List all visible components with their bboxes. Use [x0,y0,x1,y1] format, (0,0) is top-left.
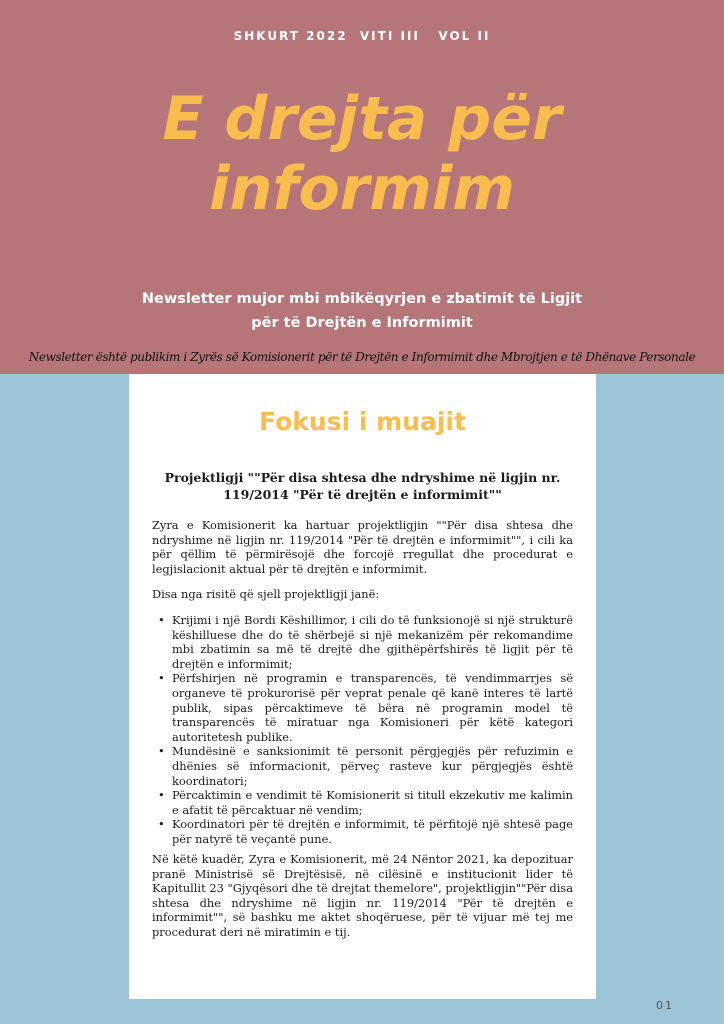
article-title-line-1: Projektligji ""Për disa shtesa dhe ndryshime në ligjin nr. [164,470,561,485]
title-line-1: E drejta për [162,84,562,154]
list-item: • Mundësinë e sanksionimit të personit përgjegjës për refuzimin e dhënies së informacionit, përveç rasteve kur përgjegjës është koordinatori; [172,744,573,788]
list-item: • Krijimi i një Bordi Këshillimor, i cili do të funksionojë si një strukturë këshilluese dhe do të shërbejë si një mekanizëm për rekomandime mbi zbatimin sa më të drejtë dhe gjithëpërfshirës të ligjit për të drejtën e informimit; [172,613,573,671]
list-item: • Përfshirjen në programin e transparencës, të vendimmarrjes së organeve të prokurorisë për veprat penale që kanë interes të lartë publik, sipas përcaktimeve të bëra në programin model të transparencës të miratuar nga Komisioneri për këtë kategori autoritetesh publike. [172,671,573,744]
section-title: Fokusi i muajit [259,407,466,436]
title-line-2: informim [209,154,515,224]
closing-paragraph: Në këtë kuadër, Zyra e Komisionerit, më 24 Nëntor 2021, ka depozituar pranë Ministrisë së Drejtësisë, në cilësinë e institucionit lider të Kapitullit 23 "Gjyqësori dhe të drejtat themelore", projektligjin""Për disa shtesa dhe ndryshime në ligjin nr. 119/2014 "Për të drejtën e informimit"", së bashku me aktet shoqëruese, për të vijuar më tej me procedurat deri në miratimin e tij. [152,852,573,939]
page-number: 01 [656,999,674,1012]
publisher-note: Newsletter është publikim i Zyrës së Komisionerit për të Drejtën e Informimit dhe Mbrojtjen e të Dhënave Personale [28,350,696,364]
issue-line: SHKURT 2022 VITI III VOL II [233,29,491,43]
subtitle-line-2: për të Drejtën e Informimit [251,315,473,331]
novelties-list [172,613,573,847]
intro-paragraph: Zyra e Komisionerit ka hartuar projektligjin ""Për disa shtesa dhe ndryshime në ligjin nr. 119/2014 "Për të drejtën e informimit"", i cili ka për qëllim të përmirësojë dhe forcojë rregullat dhe procedurat e legjislacionit aktual për të drejtën e informimit. [152,518,573,576]
subtitle-line-1: Newsletter mujor mbi mbikëqyrjen e zbatimit të Ligjit [141,291,583,307]
lead-paragraph: Disa nga risitë që sjell projektligji janë: [152,587,380,601]
article-title-line-2: 119/2014 "Për të drejtën e informimit"" [223,487,502,502]
list-item: • Përcaktimin e vendimit të Komisionerit si titull ekzekutiv me kalimin e afatit të përcaktuar në vendim; [172,788,573,817]
list-item: • Koordinatori për të drejtën e informimit, të përfitojë një shtesë page për natyrë të veçantë pune. [172,817,573,846]
newsletter-subtitle [90,287,634,335]
article-title [152,469,573,503]
newsletter-title [0,84,724,224]
